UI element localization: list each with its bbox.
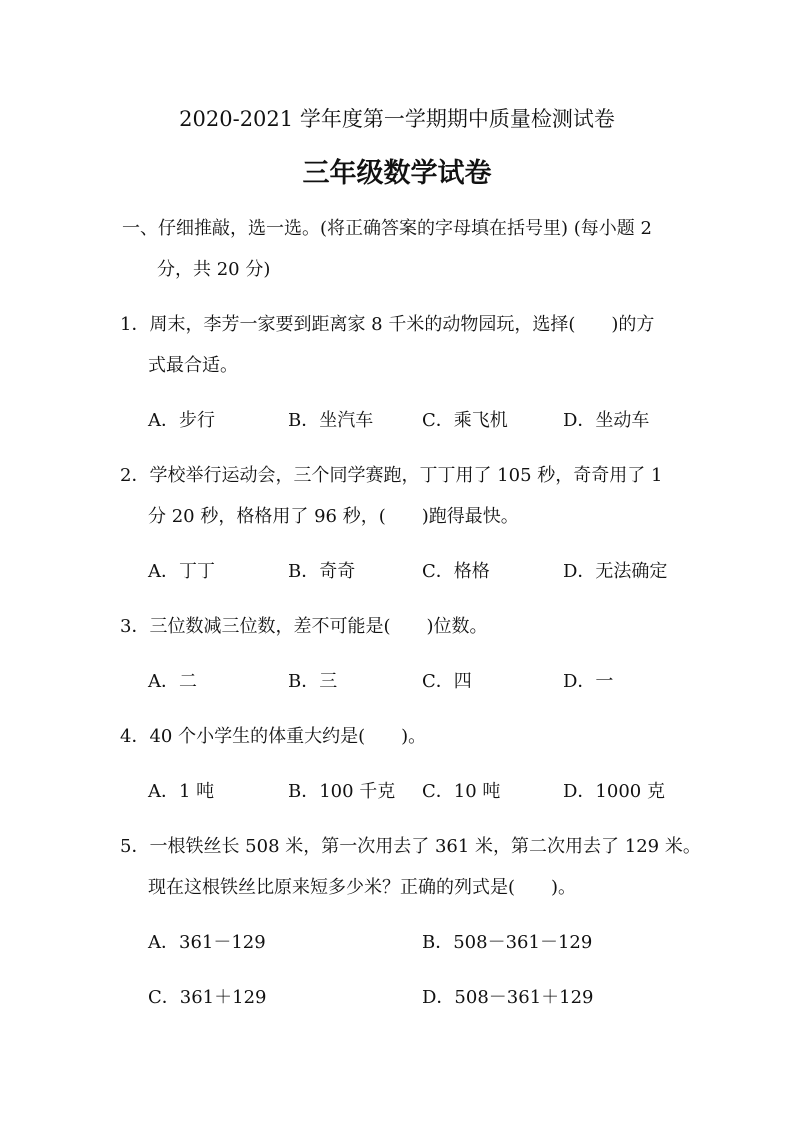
question-1-option-d[interactable]: D．坐动车: [563, 410, 650, 431]
question-4-option-c[interactable]: C．10 吨: [422, 781, 501, 802]
question-1-option-b[interactable]: B．坐汽车: [288, 410, 374, 431]
question-3-option-c[interactable]: C．四: [422, 671, 472, 692]
question-3-line-1: 3．三位数减三位数，差不可能是( )位数。: [120, 616, 488, 637]
question-4-option-d[interactable]: D．1000 克: [563, 781, 665, 802]
question-4-option-b[interactable]: B．100 千克: [288, 781, 396, 802]
question-2-option-b[interactable]: B．奇奇: [288, 561, 356, 582]
page-subtitle: 三年级数学试卷: [302, 158, 492, 189]
question-2-option-c[interactable]: C．格格: [422, 561, 490, 582]
question-1-option-a[interactable]: A．步行: [148, 410, 215, 431]
page-title: 2020-2021 学年度第一学期期中质量检测试卷: [179, 107, 615, 131]
question-3-option-b[interactable]: B．三: [288, 671, 338, 692]
question-1-line-1: 1．周末，李芳一家要到距离家 8 千米的动物园玩，选择( )的方: [120, 314, 655, 335]
question-1-option-c[interactable]: C．乘飞机: [422, 410, 508, 431]
question-2-line-1: 2．学校举行运动会，三个同学赛跑，丁丁用了 105 秒，奇奇用了 1: [120, 465, 663, 486]
question-4-option-a[interactable]: A．1 吨: [148, 781, 215, 802]
question-5-line-1: 5．一根铁丝长 508 米，第一次用去了 361 米，第二次用去了 129 米。: [120, 836, 701, 857]
question-2-option-d[interactable]: D．无法确定: [563, 561, 668, 582]
question-5-option-b[interactable]: B．508－361－129: [422, 932, 593, 953]
question-5-option-d[interactable]: D．508－361＋129: [422, 987, 594, 1008]
question-4-line-1: 4．40 个小学生的体重大约是( )。: [120, 726, 427, 747]
section-heading-line-2: 分，共 20 分): [157, 259, 271, 280]
question-5-option-a[interactable]: A．361－129: [148, 932, 266, 953]
section-heading-line-1: 一、仔细推敲，选一选。(将正确答案的字母填在括号里) (每小题 2: [122, 218, 652, 239]
question-5-line-2: 现在这根铁丝比原来短多少米？正确的列式是( )。: [148, 877, 577, 898]
question-5-option-c[interactable]: C．361＋129: [148, 987, 267, 1008]
question-2-option-a[interactable]: A．丁丁: [148, 561, 215, 582]
question-2-line-2: 分 20 秒，格格用了 96 秒，( )跑得最快。: [148, 506, 519, 527]
question-1-line-2: 式最合适。: [148, 355, 238, 376]
question-3-option-a[interactable]: A．二: [148, 671, 197, 692]
question-3-option-d[interactable]: D．一: [563, 671, 614, 692]
